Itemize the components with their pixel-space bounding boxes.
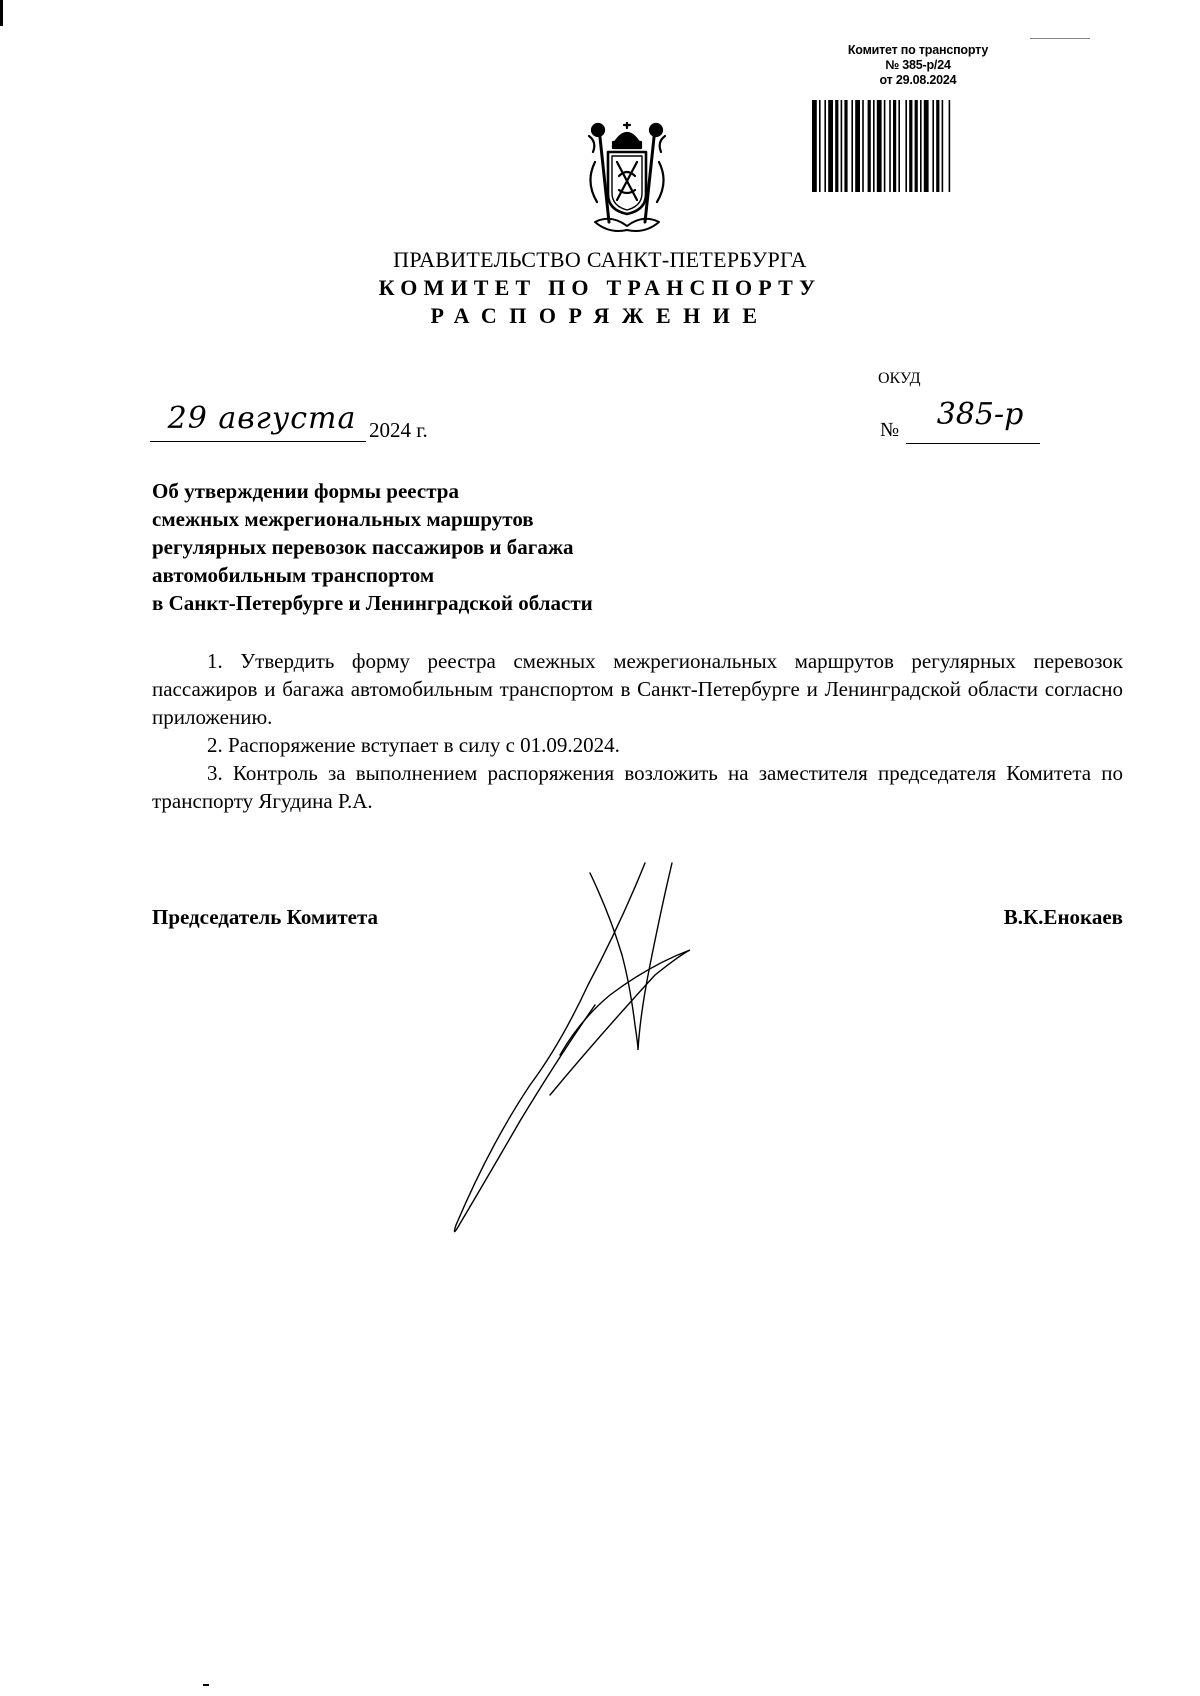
handwritten-signature — [450, 855, 760, 1235]
document-subject — [152, 477, 772, 617]
body-paragraph: 3. Контроль за выполнением распоряжения возложить на заместителя председателя Комитета по транспорту Ягудина Р.А. — [152, 761, 1123, 813]
subject-line: Об утверждении формы реестра — [152, 479, 459, 503]
barcode-bar — [949, 100, 951, 192]
barcode-bar — [841, 100, 843, 192]
document-body — [152, 647, 1123, 815]
barcode-bar — [936, 100, 939, 192]
barcode-bar — [851, 100, 853, 192]
scan-artifact — [203, 1684, 209, 1686]
subject-line: смежных межрегиональных маршрутов — [152, 507, 534, 531]
barcode-bar — [868, 100, 871, 192]
okud-label: ОКУД — [878, 370, 921, 387]
subject-line: регулярных перевозок пассажиров и багажа — [152, 535, 574, 559]
number-sign: № — [880, 419, 900, 441]
barcode-bar — [924, 100, 929, 192]
stamp-number: № 385-р/24 — [885, 58, 951, 72]
handwritten-date: 29 августа — [167, 401, 357, 436]
barcode-bar — [898, 100, 900, 192]
barcode-bar — [862, 100, 864, 192]
registration-stamp — [818, 43, 1018, 88]
subject-line: в Санкт-Петербурге и Ленинградской области — [152, 591, 593, 615]
body-paragraph: 2. Распоряжение вступает в силу с 01.09.2024. — [207, 733, 620, 757]
barcode-bar — [824, 100, 826, 192]
committee-title: КОМИТЕТ ПО ТРАНСПОРТУ — [378, 275, 822, 300]
body-paragraph: 1. Утвердить форму реестра смежных межрегиональных маршрутов регулярных перевозок пассажиров и багажа автомобильным транспортом в Санкт-Петербурге и Ленинградской области согласно приложению. — [152, 649, 1123, 729]
number-underline — [906, 443, 1040, 444]
date-underline — [150, 441, 366, 442]
coat-of-arms-icon — [575, 122, 679, 236]
barcode-bar — [915, 100, 918, 192]
barcode-bar — [835, 100, 838, 192]
barcode-icon — [812, 100, 1020, 192]
barcode-bar — [932, 100, 934, 192]
barcode-bar — [844, 100, 847, 192]
date-year: 2024 г. — [369, 418, 428, 442]
barcode-bar — [889, 100, 891, 192]
barcode-bar — [873, 100, 875, 192]
stamp-organization: Комитет по транспорту — [847, 43, 989, 57]
barcode-bar — [893, 100, 896, 192]
stamp-divider — [1030, 38, 1090, 39]
document-type: РАСПОРЯЖЕНИЕ — [430, 303, 770, 328]
barcode-bar — [855, 100, 860, 192]
scan-artifact — [0, 0, 3, 26]
barcode-bar — [877, 100, 882, 192]
handwritten-number: 385-р — [936, 397, 1024, 432]
barcode-bar — [905, 100, 907, 192]
signatory-title: Председатель Комитета — [152, 905, 379, 929]
barcode-bar — [942, 100, 944, 192]
subject-line: автомобильным транспортом — [152, 563, 435, 587]
stamp-date: от 29.08.2024 — [879, 73, 957, 87]
signatory-name: В.К.Енокаев — [1003, 905, 1123, 929]
barcode-bar — [909, 100, 912, 192]
barcode-bar — [819, 100, 821, 192]
barcode-bar — [884, 100, 886, 192]
document-header — [300, 246, 900, 330]
barcode-bar — [812, 100, 817, 192]
government-title: ПРАВИТЕЛЬСТВО САНКТ-ПЕТЕРБУРГА — [393, 247, 807, 272]
barcode-bar — [920, 100, 922, 192]
barcode-bar — [828, 100, 833, 192]
